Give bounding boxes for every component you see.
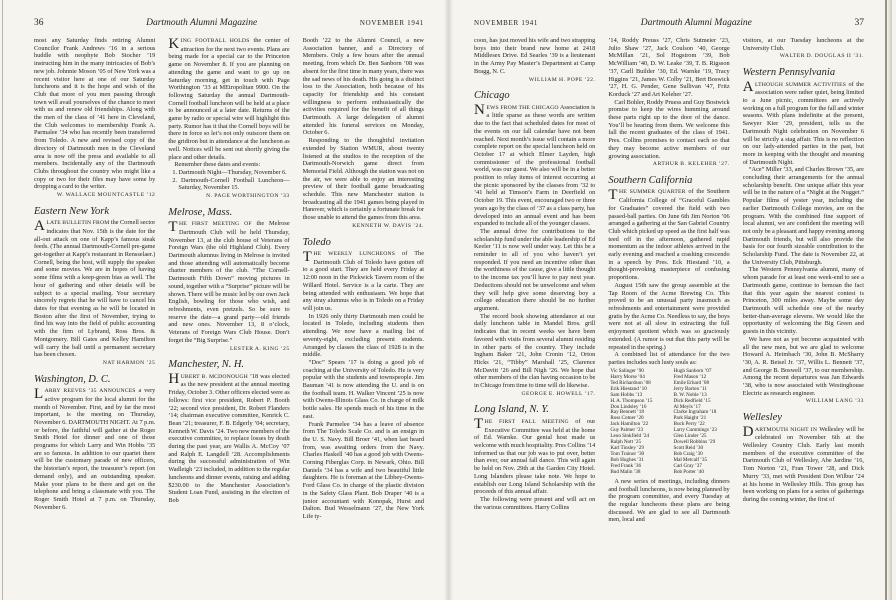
paragraph: ALTHOUGH SUMMER ACTIVITIES of the association were rather quiet, being limited to a June picnic, committees are actively working on a full program for the fall and winter seasons. With plans indefinite at the present, Sawyer Kier ’29, president, tells us the Dartmouth Night celebration on November 6 will be strictly a stag affair. This is no reflection on our lady-attended parties in the past, but more in keeping with the thought and meaning of Dartmouth Night. <box>742 79 864 166</box>
attendee-name: Hugh Sanborn ’07 <box>673 368 712 375</box>
section-heading: Chicago <box>474 90 510 102</box>
dropcap-initial: T <box>474 416 484 433</box>
paragraph: LARRY REEVES ’35 ANNOUNCES a very active program for the local alumni for the month of November. First, and by far the most important, is the meeting on Thursday, November 6. DARTMOUTH NIGHT. At 7 p.m. or before, the faithful will gather at the Roger Smith Hotel for dinner and one of those programs for which Larry and Win Hobbs ’35 are so famous. In addition to our quartet there will be the customary parade of new officers, the historian’s report, the treasurer’s report (on demand only), and an outstanding speaker. Make your plans to be there and get on the telephone and bring a classmate with you. The Roger Smith Hotel at 7 p.m. on Thursday, November 6. <box>34 385 156 511</box>
dropcap-initial: D <box>742 424 754 441</box>
issue-date-right: NOVEMBER 1941 <box>474 19 539 27</box>
section-heading: Toledo <box>302 236 331 248</box>
dropcap-initial: T <box>168 218 178 235</box>
paragraph: August 15th saw the group assemble at the Tap Room of the Acme Brewing Co. This proved to be an unusual party inasmuch as refreshments and entertainment were provided gratis by the Acme Co. Needless to say, the boys were not at all slow in extracting the full enjoyment quotient which was so graciously extended. (A rumor is out that this party will be repeated in the spring.) <box>608 281 730 351</box>
section-heading: Melrose, Mass. <box>168 206 233 218</box>
page-right <box>448 0 896 600</box>
paragraph: “Doc” Spears ’17 is doing a good job of coaching at the University of Toledo. He is very popular with the students and townspeople. Jim Bauman ’41 is now attending the U. and is on the football team. H. Walker Vincent ’25 is now with Owens-Illinois Glass Co. in charge of milk bottle sales. He spends much of his time in the east. <box>302 358 424 420</box>
dropcap-initial: K <box>168 37 180 52</box>
attendee-name: Tom Trainor ’30 <box>610 450 645 457</box>
page-edge-shadow <box>887 0 892 600</box>
paragraph: DARTMOUTH NIGHT IN Wellesley will be celebrated on November 6th at the Wellesley Country Club. Early last month members of the executive committee of the Dartmouth Club of Wellesley, Abe Jardine ’16, Tom Norton ’21, Fran Tower ’28, and Dick Murry ’33, met with President Don Wilbur ’24 at his home in Wellesley Hills. This group has been working on plans for a series of gatherings during the coming winter, the first of <box>742 424 864 503</box>
lead-smallcaps: LTHOUGH SUMMER ACTIVITIES <box>755 81 847 88</box>
paragraph: most any Saturday finds retiring Alumni Councilor Frank Andrews ’16 in a serious huddle with neophyte Bob Stocher ’19 instructing him in the many intricacies of Bob’s new job. Johnnie Moson ’05 of New York was a recent visitor here at one of our Saturday luncheons and it is the hope and wish of the Club that more of you men passing through town will avail yourselves of the chance to meet with us and renew old friendships. Along with the men of the class of ’41 here in Cleveland, the Club welcomes to membership Frank A. Parmalee ’34 who has recently been transferred from Toledo. A new and revised copy of the directory of Dartmouth men in the Cleveland area is now off the press and available to all members. Incidentally any of the Dartmouth Clubs throughout the country who might like a copy or two for their files may have some by dropping a card to the writer. <box>34 37 156 191</box>
paragraph: Booth ’22 to the Alumni Council, a new Association banner, and a Directory of Members. Only a few hours after the annual meeting, from which Dr. Ben Sanborn ’08 was absent for the first time in many years, there was the sad news of his death. His going is a distinct loss to the Association, both because of his capacity for friendship and his constant willingness to perform enthusiastically the activities required for the benefit of all things Dartmouth. A large delegation of alumni attended his funeral services on Monday, October 6. <box>302 37 424 137</box>
paragraph: THE SUMMER QUARTER of the Southern California College of “Graceful Gambles for Graduates” covered the field with two passed-ball parties. On June 6th Jim Norton ’06 arranged a gathering at the San Gabriel Country Club which picked up speed as the first half was teed off in the afternoon, gathered rapid momentum as the indoor athletes arrived in the early evening and reached a crashing crescendo in a speech by Pres. Eck Hiestand ’10, a thought-provoking masterpiece of confusing proportions. <box>608 186 730 282</box>
paragraph: KING FOOTBALL HOLDS the center of attraction for the next two events. Plans are being made for a special car to the Princeton game on November 8. If you are planning on attending the game and want to go up on Saturday morning, get in touch with Page Worthington ’33 at MEtropolitan 9900. On the following Saturday the annual Dartmouth-Cornell football luncheon will be held at a place to be announced at a later date. Returns of the game by radio or special wire will highlight this party. Rumor has it that the Cornell boys will be there in force so let’s not only outscore them on the gridiron but in attendance at the luncheon as well. Notices will be sent out shortly giving the place and other details. <box>168 37 290 161</box>
section-heading: Manchester, N. H. <box>168 359 245 371</box>
magazine-title-right: Dartmouth Alumni Magazine <box>640 18 752 28</box>
attendee-name: Fred Mason ’12 <box>673 374 707 381</box>
attendee-name: Clarke Ingraham ’18 <box>673 409 717 416</box>
lead-smallcaps: HE FIRST MEETING OF <box>179 221 252 228</box>
issue-date-left: NOVEMBER 1941 <box>359 19 424 27</box>
attendee-name: Larry Cummings ’23 <box>673 427 717 434</box>
attendee-name: Dowell Robbins ’29 <box>673 439 716 445</box>
signature: N. PAGE WORTHINGTON ’33 <box>206 193 290 200</box>
attendee-name: Bud Malin ’38 <box>610 468 641 475</box>
dropcap-initial: T <box>302 248 312 265</box>
signature: WILLIAM LANG ’33 <box>805 398 864 405</box>
page-edge-right <box>885 0 887 600</box>
attendee-name: Carl Gray ’37 <box>673 462 702 469</box>
signature: WALTER D. DOUGLAS II ’31. <box>779 53 864 60</box>
magazine-title-left: Dartmouth Alumni Magazine <box>146 18 258 28</box>
attendee-name: Dick Redfield ’15 <box>673 397 711 404</box>
attendee-name: Ted Richardson ’08 <box>610 379 651 386</box>
paragraph: The annual drive for contributions to the scholarship fund under the able leadership of Ed Keeler ’11 is now well under way. Let this be a reminder to all of you who haven’t yet responded. If you need an incentive other than the worthiness of the cause, give a little thought to the income tax you’ll have to pay next year. Deductions should not be unwelcome and when they will help give some deserving boy a college education there should be no further argument. <box>474 227 596 312</box>
paragraph: THE WEEKLY LUNCHEONS of The Dartmouth Club of Toledo have gotten off to a good start. They are held every Friday at 12:00 noon in the Pickwick Tavern room of the Willard Hotel. Service is a la carte. They are being attended with enthusiasm. We hope that any stray alumnus who is in Toledo on a Friday will join us. <box>302 248 424 312</box>
attendee-name: Bob Hughes ’31 <box>610 456 644 463</box>
attendee-name: Sam Hobbs ’13 <box>610 391 643 398</box>
paragraph: Responding to the thoughtful invitation extended by Station WMUR, about twenty listened at the studios to the reception of the Dartmouth-Norwich game direct from Memorial Field. Although the station was not on the air, we were able to enjoy an interesting preview of their football game broadcasting schedule. This new Manchester station is broadcasting all the 1941 games being played in Hanover, which is certainly a fortunate break for those unable to attend the games from this area. <box>302 137 424 222</box>
paragraph: We have not as yet become acquainted with all the new men, but we are glad to welcome Howard A. Heimbach ’30, John B. McSharry ’30, A. R. Beisel Jr. ’37, Willis L. Bennett ’37, and George B. Boswell ’37, to our membership. Among the recent departures was Jan Edwards ’38, who is now associated with Westinghouse Electric as research engineer. <box>742 335 864 397</box>
dropcap-initial: H <box>168 371 180 388</box>
attendee-name: Scott Reid ’30 <box>673 444 704 451</box>
attendee-name: Mal Metcalf ’35 <box>673 456 708 463</box>
attendee-name: Buck Perry ’22 <box>673 421 705 428</box>
column-2-right <box>608 37 729 571</box>
lead-smallcaps: EWS FROM THE CHICAGO <box>486 104 559 111</box>
paragraph: THE FIRST MEETING OF the Melrose Dartmouth Club will be held Thursday, November 13, at the club house of Veterans of Foreign Wars (the old Highland Club). Every Dartmouth alumnus living in Melrose is invited and those attending will automatically become charter members of the club. “The Cornell-Dartmouth Fifth Down” moving pictures in sound, together with a “Surprise” picture will be shown. There will be music led by our own Jack English, bowling for those who wish, and refreshments, even pretzels. So be sure to reserve the date—a grand party—old friends and new ones. November 13, 8 o’clock, Veterans of Foreign Wars Club House. Don’t forget the “Big Surprise.” <box>168 218 290 344</box>
attendee-name: Ray Bennett ’18 <box>610 409 644 416</box>
attendee-name: Emile Erhard ’08 <box>673 379 710 386</box>
attendee-name: H. A. Thompson ’15 <box>610 397 653 404</box>
paragraph: Frank Parmelee ’34 has a leave of absence from The Toledo Scale Co. and is an ensign in the U. S. Navy. Bill Broer ’41, when last heard from, was awaiting orders from the Navy. Charles Haskell ’40 has a good job with Owens-Corning Fiberglas Corp. in Newark, Ohio. Bill Daniels ’34 has a wife and two beautiful little daughters. He is foreman at the Libbey-Owens-Ford Glass Co. in charge of the plastic division in the Safety Glass Plant. Bob Draper ’40 is a junior accountant with Konopak, Hurst and Dalton. Bud Wesselmann ’27, the New York Life ty- <box>302 420 424 520</box>
attendee-name: Jerry Barton ’11 <box>673 385 707 392</box>
attendee-names <box>610 369 729 475</box>
signature: KENNETH W. DAVIS ’24. <box>352 222 424 229</box>
signature: WILLIAM H. POPE ’22. <box>528 76 596 83</box>
section-heading: Eastern New York <box>34 205 110 217</box>
column-1-left <box>34 37 155 571</box>
lead-smallcaps: ARTMOUTH NIGHT IN <box>755 426 818 433</box>
dropcap-initial: N <box>474 102 485 119</box>
attendee-name: Bob Porter ’40 <box>673 468 704 475</box>
section-heading: Washington, D. C. <box>34 373 111 385</box>
paragraph: A LATE BULLETIN FROM the Cornell sector indicates that Nov. 15th is the date for the all-out attack on one of Kapp’s famous steak feeds. (The annual Dartmouth-Cornell pre-game get-together at Kapp’s restaurant in Rensselaer.) Cornell, being the host, will supply the speaker and some movies. We are in hopes of having some films with a keep-green bias as well. The hour of gathering and other details will be subject to a special mailing. Your secretary sincerely regrets that he will have to cancel his dates for that evening as he will be located in Boston after the first of November, trying to find his way into the field of public accounting with the firm of Lybrand, Ross Bros. & Montgomery. Bill Gates and Kelley Hamilton will carry the ball until a permanent secretary has been chosen. <box>34 217 156 359</box>
section-heading: Wellesley <box>742 412 782 424</box>
running-head-left <box>34 18 424 28</box>
event-list-item: 1. Dartmouth Night—Thursday, November 6. <box>172 168 287 176</box>
attendee-name: Vic Salinger ’90 <box>610 368 644 375</box>
page-edge-left <box>2 0 3 600</box>
lead-smallcaps: LATE BULLETIN FROM <box>46 220 110 227</box>
attendee-name: Park Haight ’21 <box>673 415 707 422</box>
text-columns-left <box>34 37 424 571</box>
attendee-name: Don Lindsley ’16 <box>610 403 647 410</box>
section-heading: Southern California <box>608 174 693 186</box>
paragraph: visitors, at our Tuesday luncheons at the University Club. <box>742 37 864 52</box>
dropcap-initial: A <box>742 79 754 96</box>
paragraph: The Western Pennsylvania alumni, many of whom parade for at least one week-end to see a Dartmouth game, continue to bemoan the fact that this year again the nearest contest is Princeton, 300 miles away. Maybe some day Dartmouth will schedule one of the nearby better-than-average elevens. We would like the opportunity of welcoming the Big Green and guests in this vicinity. <box>742 266 864 336</box>
lead-smallcaps: HE FIRST FALL MEETING <box>484 418 569 425</box>
signature: LESTER A. KING ’25 <box>229 345 290 352</box>
paragraph: The following were present and will act on the various committees. Harry Collins <box>474 495 596 511</box>
page-number-right: 37 <box>854 18 864 28</box>
signature: NAT HARMON ’25 <box>102 359 156 366</box>
attendee-name: Jack Hamilton ’22 <box>610 421 649 428</box>
paragraph: The record book showing attendance at our daily luncheon table in Mandel Bros. grill indicates that in recent weeks we have been favored with visits from several alumni residing in other parts of the country. They include Ingham Baker ’21, John Cronin ’12, Orton Hicks ’21, “Tibby” Marshall ’25, Clarence McDavitt ’26 and Bill Nigh ’26. We hope that other members of the clan having occasion to be in Chicago from time to time will do likewise. <box>474 312 596 390</box>
lead-smallcaps: UBERT B. MCDONOUGH <box>180 373 248 380</box>
attendee-name: Harry Morse ’04 <box>610 374 645 381</box>
page-number-left: 36 <box>34 18 44 28</box>
attendee-name: Erik Hiestand ’10 <box>610 385 647 392</box>
paragraph: THE FIRST FALL MEETING of our Executive Committee was held at the home of Ed. Warnke. Our genial host made us welcome with much hospitality. Pres Collins ’14 informed us that our job was to put over, better than ever, our annual fall dance. This will again be held on Nov. 29th at the Garden City Hotel. Long Islanders please take note. We hope to establish our Long Island Scholarship with the proceeds of this annual affair. <box>474 416 596 496</box>
column-3-right <box>743 37 864 571</box>
attendee-name: Glen Linder ’25 <box>673 433 707 440</box>
attendee-name: Ralph Nott ’25 <box>610 439 642 445</box>
attendee-name: Karl Tinsley ’29 <box>610 444 644 451</box>
text-columns-right <box>474 37 864 571</box>
dropcap-initial: T <box>608 186 618 203</box>
lead-smallcaps: HE WEEKLY LUNCHEONS <box>313 251 396 258</box>
column-3-left <box>303 37 424 571</box>
attendee-name: Guy Palmer ’23 <box>610 427 644 434</box>
dropcap-initial: L <box>34 385 44 402</box>
section-heading: Long Island, N. Y. <box>474 404 549 416</box>
attendee-name: Ross Cotner ’20 <box>610 415 644 422</box>
paragraph: ’14, Roddy Preuss ’27, Chris Sutmeier ’23, Julio Shaw ’27, Jack Coulson ’40, George McMillan ’21, Sol Hogstrom ’39, Bob McWilliam ’40, D. W. Leake ’39, T. B. Rigsson ’37, Carll Builder ’30, Ed. Warnke ’19, Tracy Higgins ’21, James W. Colby ’21, Bert Boswick ’27, H. G. Pender, Gene Sullivan ’47, Fritz Korduck ’27 and Art Keleher ’27. <box>608 37 730 98</box>
section-heading: Western Pennsylvania <box>742 67 836 79</box>
attendee-name: Bob Craig ’30 <box>673 450 703 457</box>
paragraph: Remember these dates and events: <box>174 161 261 169</box>
attendee-name: Leon Sinkfield ’24 <box>610 433 650 440</box>
lead-smallcaps: HE SUMMER QUARTER <box>619 189 686 196</box>
paragraph: Carl Bohler, Roddy Pruess and Guy Bostwick promise to keep the wires humming around these parts right up to the door of the dance. You’ll be hearing from them. We welcome this fall the recent graduates of the class of 1941. Pres. Collins promises to contact each so that they may become active members of our growing association. <box>608 98 730 160</box>
attendee-name: B. W. Noble ’13 <box>673 391 707 398</box>
column-2-left <box>168 37 289 571</box>
paragraph: coon, has just moved his wife and two strapping boys into their brand new home at 2418 Middlesex Drive. Ed Searles ’39 is a lieutenant in the Army Pay Master’s Department at Camp Bragg, N. C. <box>474 37 596 75</box>
signature: GEORGE E. HOWELL ’17. <box>521 390 596 397</box>
signature: W. WALLACE MOUNTCASTLE ’12 <box>56 192 156 199</box>
lead-smallcaps: ING FOOTBALL HOLDS <box>180 38 250 44</box>
running-head-right <box>474 18 864 28</box>
attendee-name: Al Meyls ’17 <box>673 403 701 410</box>
paragraph: A combined list of attendance for the two parties includes such lusty souls as: <box>608 351 730 366</box>
paragraph: NEWS FROM THE CHICAGO Association is a little sparse as these words are written due to the fact that scheduled dates for most of the events on our fall calendar have not been reached. Next month’s issue will contain a more complete report on the special luncheon held on October 17 at which Elmer Layden, high commissioner of the professional football world, was our guest. We also will be in a better position to relay items of interest occurring at the picnic sponsored by the classes from ’32 to ’41 held at Timson’s Farm in Deerfield on October 19. This event, encouraged two or three years ago by the class of ’37 as a class party, has developed into an annual event and has been expanded to include all of the younger classes. <box>474 102 596 228</box>
attendee-name: Fred Frank ’36 <box>610 462 642 469</box>
paragraph: A new series of meetings, including dinners and football luncheons, is now being planned by the program committee, and every Tuesday at the regular luncheons these plans are being discussed. We are glad to see all Dartmouth men, local and <box>608 477 730 524</box>
column-1-right <box>474 37 595 571</box>
signature: ARTHUR B. KELEHER ’27. <box>652 161 730 168</box>
lead-smallcaps: ARRY REEVES ’35 ANNOUNCES <box>44 388 136 395</box>
paragraph: “Ace” Miller ’33, and Charles Brown ’35, are concluding their arrangements for the annual scholarship benefit. One unique affair this year will be in the nature of a “Night at the Nugget.” Popular films of yester year, including the earlier Dartmouth College movies, are on the program. With the combined fine support of local alumni, we are confident the meeting will not only be a pleasant and happy evening among Dartmouth friends, but will also provide the basis for our fourth sizeable contribution to the Scholarship Fund. The date is November 22, at the University Club, Pittsburgh. <box>742 166 864 266</box>
paragraph: HUBERT B. MCDONOUGH ’18 was elected as the new president at the annual meeting Friday, October 3. Other officers elected were as follows: first vice president, Robert P. Booth ’22; second vice president, Dr. Robert Flanders ’14; chairman executive committee, Kenrick C. Bean ’21; treasurer, F. B. Edgerly ’04; secretary, Kenneth W. Davis ’24. Two new members of the executive committee, to replace losses by death during the past year, are Wallis A. McCoy ’07 and Ralph E. Langdell ’28. Accomplishments during the successful administration of Win Wadleigh ’23 included, in addition to the regular luncheons and dinner events, raising and adding $230.00 to the Manchester Association’s Student Loan Fund, assisting in the election of Bob <box>168 371 290 504</box>
paragraph: In 1926 only thirty Dartmouth men could be located in Toledo, including students then attending. We now have a mailing list of seventy-eight, excluding present students. Arranged by classes the class of 1928 is in the middle. <box>302 312 424 359</box>
dropcap-initial: A <box>34 217 45 234</box>
event-list-item: 2. Dartmouth-Cornell Football Luncheon—Saturday, November 15. <box>172 176 290 192</box>
